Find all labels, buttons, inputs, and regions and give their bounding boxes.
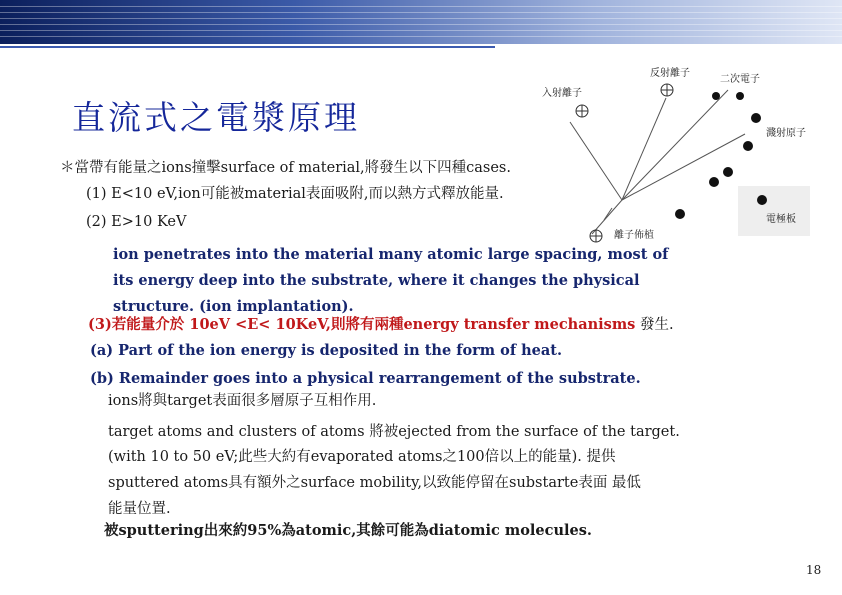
incident-ion-path bbox=[570, 122, 622, 200]
case-2-detail-line-1: ion penetrates into the material many atomic large spacing, most of bbox=[113, 246, 669, 263]
sputtered-atom-dot-icon bbox=[675, 209, 685, 219]
sputtering-summary-line: 被sputtering出來約95%為atomic,其餘可能為diatomic molecules. bbox=[104, 522, 592, 539]
mechanism-b-detail-1: ions將與target表面很多層原子互相作用. bbox=[108, 393, 377, 409]
case-2-detail-line-3: structure. (ion implantation). bbox=[113, 298, 354, 315]
header-stripe bbox=[0, 36, 842, 37]
header-stripe bbox=[0, 12, 842, 13]
incident-ion-label: 入射離子 bbox=[542, 88, 582, 99]
header-stripe bbox=[0, 24, 842, 25]
electrode-plate-label: 電極板 bbox=[766, 214, 796, 225]
header-stripe bbox=[0, 6, 842, 7]
secondary-electron-dot-icon bbox=[712, 92, 720, 100]
sputtering-diagram-svg bbox=[530, 60, 810, 260]
implanted-ion-branch bbox=[604, 208, 612, 220]
sputtered-atom-dot-icon bbox=[757, 195, 767, 205]
case-3-line bbox=[88, 316, 674, 334]
secondary-electron-label: 二次電子 bbox=[720, 74, 760, 85]
intro-line: ＊當帶有能量之ions撞擊surface of material,將發生以下四種cases. bbox=[60, 160, 511, 176]
header-stripe bbox=[0, 30, 842, 31]
mechanism-b-detail-2: target atoms and clusters of atoms 將被ejected from the surface of the target. bbox=[108, 424, 680, 440]
header-accent-bar bbox=[0, 46, 495, 48]
case-2-heading: (2) E>10 KeV bbox=[86, 214, 187, 230]
header-stripe bbox=[0, 18, 842, 19]
secondary-electron-dot-icon bbox=[736, 92, 744, 100]
sputtered-atom-path bbox=[622, 134, 745, 200]
case-3-text-a: 若能量介於 bbox=[111, 316, 190, 333]
ion-implantation-label: 離子佈植 bbox=[614, 230, 654, 241]
mechanism-b-detail-3: (with 10 to 50 eV;此些大約有evaporated atoms之100倍以上的能量). 提供 bbox=[108, 449, 616, 465]
reflected-ion-path bbox=[622, 98, 666, 200]
sputtered-atom-dot-icon bbox=[723, 167, 733, 177]
mechanism-b-detail-4: sputtered atoms具有額外之surface mobility,以致能停留在substarte表面 最低 bbox=[108, 475, 641, 491]
slide-title: 直流式之電漿原理 bbox=[72, 98, 360, 137]
reflected-ion-label: 反射離子 bbox=[650, 68, 690, 79]
mechanism-b-detail-5: 能量位置. bbox=[108, 501, 171, 517]
mechanism-a-line: (a) Part of the ion energy is deposited in the form of heat. bbox=[90, 342, 563, 359]
case-3-energy-range: 10eV <E< 10KeV bbox=[189, 316, 326, 333]
sputtered-atom-dot-icon bbox=[751, 113, 761, 123]
sputtered-atom-dot-icon bbox=[709, 177, 719, 187]
case-3-number: (3) bbox=[88, 316, 112, 333]
case-2-detail-line-2: its energy deep into the substrate, where it changes the physical bbox=[113, 272, 640, 289]
case-3-text-c: 發生. bbox=[635, 317, 674, 333]
implanted-ion-path bbox=[592, 200, 622, 234]
sputtered-atom-dot-icon bbox=[743, 141, 753, 151]
mechanism-b-line: (b) Remainder goes into a physical rearrangement of the substrate. bbox=[90, 370, 641, 387]
case-3-text-b: ,則將有兩種 bbox=[325, 316, 404, 333]
electrode-plate-shade bbox=[738, 186, 810, 236]
case-3-mechanisms: energy transfer mechanisms bbox=[403, 316, 636, 333]
header-banner bbox=[0, 0, 842, 48]
sputtered-atom-label: 濺射原子 bbox=[766, 128, 806, 139]
page-number: 18 bbox=[806, 563, 822, 577]
case-1-line: (1) E<10 eV,ion可能被material表面吸附,而以熱方式釋放能量. bbox=[86, 186, 504, 202]
sputtering-diagram bbox=[530, 60, 810, 260]
